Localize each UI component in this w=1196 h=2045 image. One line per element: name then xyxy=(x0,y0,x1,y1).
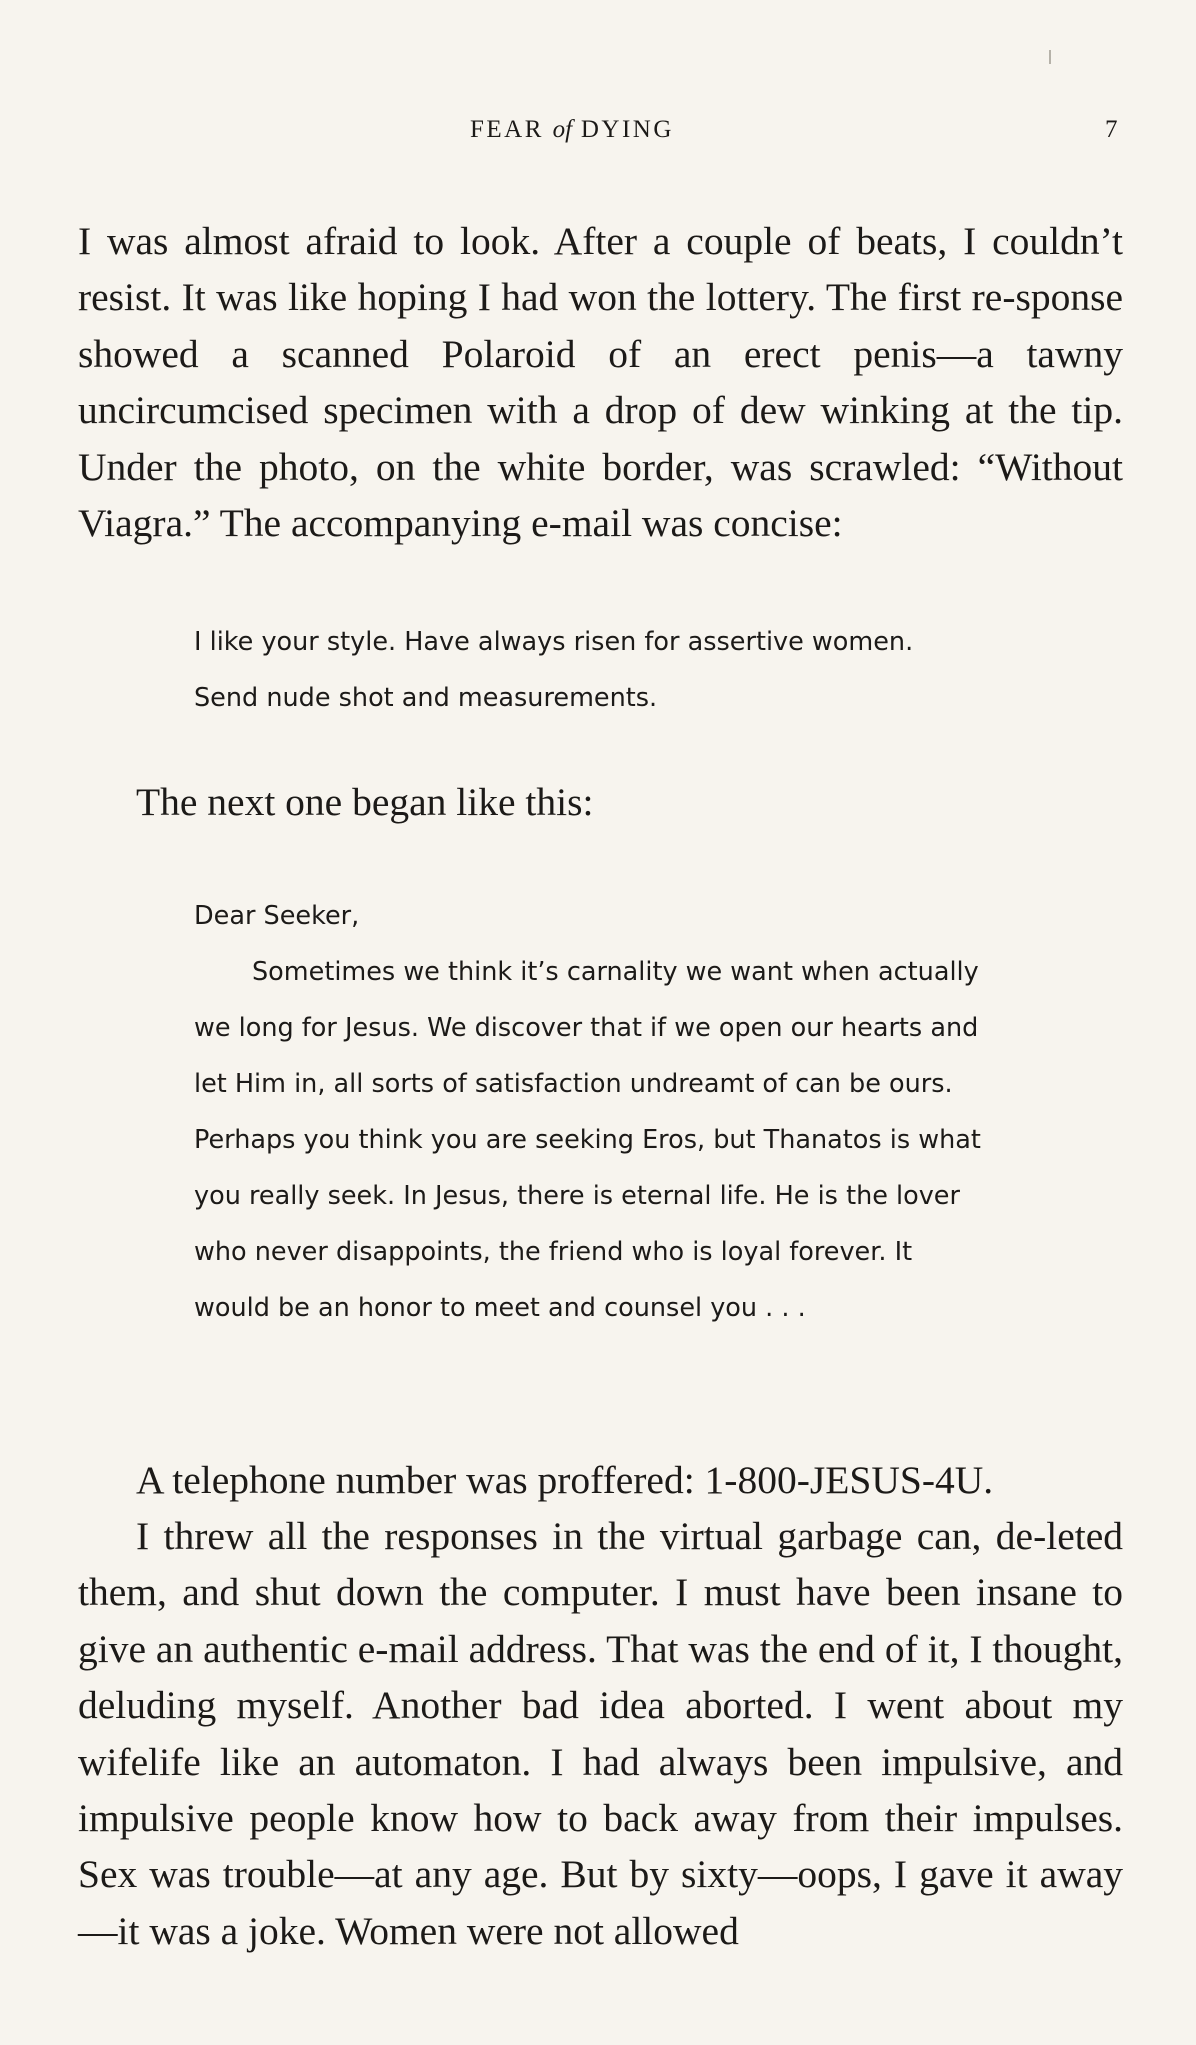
paragraph-closing: I threw all the responses in the virtual garbage can, de-leted them, and shut down the computer. I must have been insane to give an authentic e-mail address. That was the end of it, I thought, deluding myself. Another bad idea aborted. I went about my wifelife like an automaton. I had always been impulsive, and impulsive people know how to back away from their impulses. Sex was trouble—at any age. But by sixty—oops, I gave it away—it was a joke. Women were not allowed xyxy=(78,1514,1123,1953)
running-head-title-italic: of xyxy=(552,116,573,143)
running-head-title xyxy=(470,116,674,144)
paragraph-opening: I was almost afraid to look. After a couple of beats, I couldn’t resist. It was like hoping I had won the lottery. The first re-sponse showed a scanned Polaroid of an erect penis—a tawny uncircumcised specimen with a drop of dew winking at the tip. Under the photo, on the white border, was scrawled: “Without Viagra.” The accompanying e-mail was concise: xyxy=(78,219,1123,546)
running-head-title-end: DYING xyxy=(572,116,674,143)
paragraph-next-one: The next one began like this: xyxy=(136,780,594,824)
quoted-email-two-salutation: Dear Seeker, xyxy=(194,901,360,931)
page-number: 7 xyxy=(1105,116,1118,143)
running-head xyxy=(0,116,1196,146)
quoted-email-one xyxy=(194,614,1004,726)
paragraph-telephone: A telephone number was proffered: 1-800-JESUS-4U. xyxy=(136,1458,994,1502)
quoted-email-two xyxy=(194,888,1004,1336)
quoted-email-one-text: I like your style. Have always risen for assertive women. Send nude shot and measurements. xyxy=(194,627,914,713)
quoted-email-two-body: Sometimes we think it’s carnality we want when actually we long for Jesus. We discover that if we open our hearts and let Him in, all sorts of satisfaction undreamt of can be ours. Perhaps you think you are seeking Eros, but Thanatos is what you really seek. In Jesus, there is eternal life. He is the lover who never disappoints, the friend who is loyal forever. It would be an honor to meet and counsel you . . . xyxy=(194,957,981,1323)
running-head-title-start: FEAR xyxy=(470,116,553,143)
scan-mark xyxy=(1049,50,1051,64)
